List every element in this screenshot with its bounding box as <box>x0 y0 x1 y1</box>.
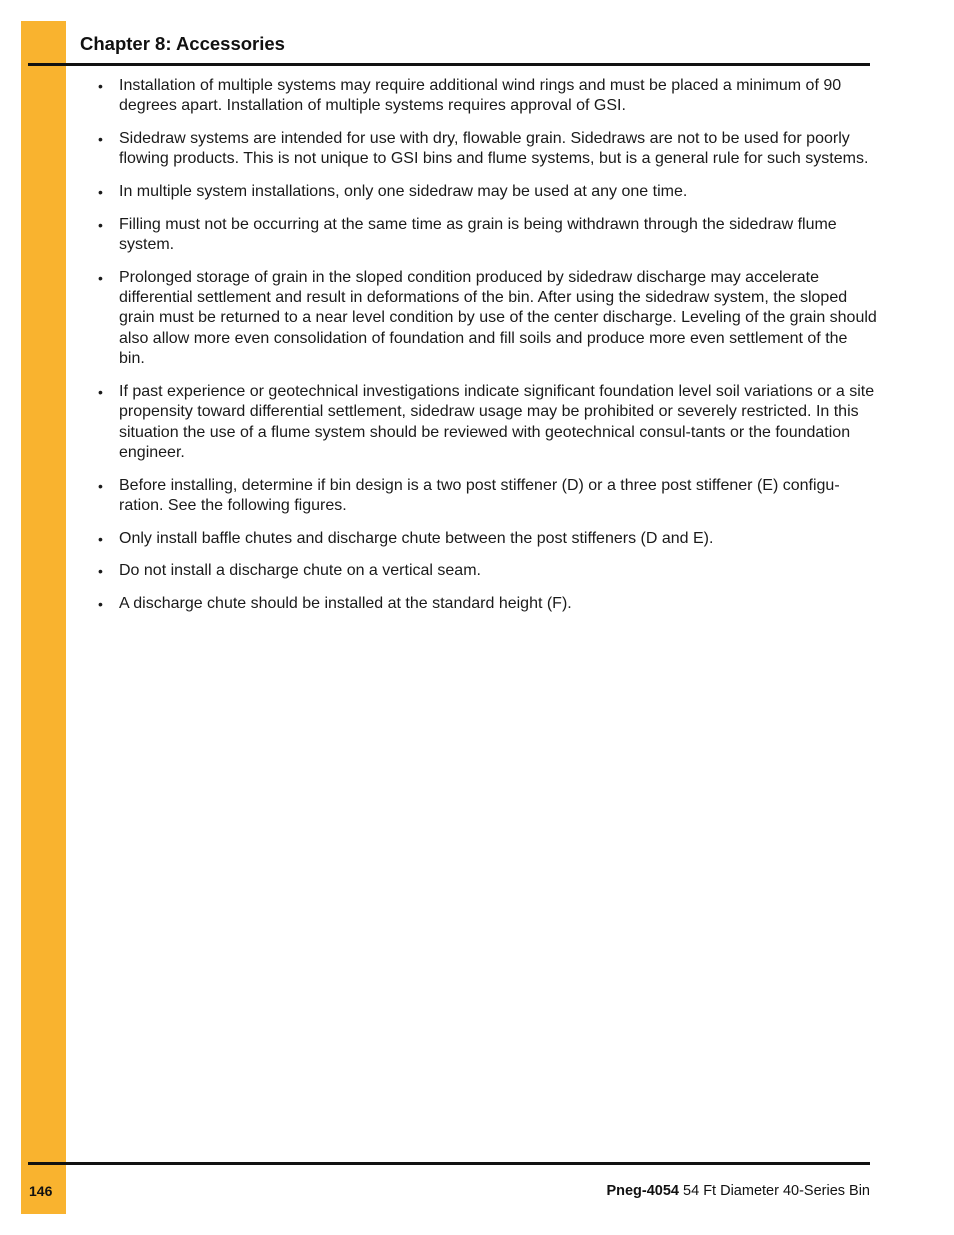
footer-divider <box>28 1162 870 1165</box>
list-item <box>97 215 877 256</box>
list-item <box>97 129 877 170</box>
list-item-text: A discharge chute should be installed at the standard height (F). <box>119 594 572 612</box>
footer-document-title <box>606 1183 870 1199</box>
bullet-icon: • <box>98 563 103 580</box>
bullet-icon: • <box>98 216 103 233</box>
bullet-icon: • <box>98 184 103 200</box>
list-item-text: Prolonged storage of grain in the sloped condition produced by sidedraw discharge may accelerate differential settlement and result in deformations of the bin. After using the sidedraw system, the sloped grain must be returned to a near level condition by use of the center discharge. Leveling of the grain should also allow more even consolidation of foundation and fill soils and produce more even settlement of the bin. <box>119 268 877 368</box>
document-title: 54 Ft Diameter 40-Series Bin <box>683 1183 870 1199</box>
bullet-icon: • <box>98 530 103 547</box>
list-item-text: If past experience or geotechnical investigations indicate significant foundation level soil variations or a site propensity toward differential settlement, sidedraw usage may be prohibited or severely restricted. In this situation the use of a flume system should be reviewed with geotechnical consul-tants or the foundation engineer. <box>119 382 875 462</box>
bullet-icon: • <box>98 477 103 494</box>
chapter-color-bar <box>21 21 66 1214</box>
bullet-icon: • <box>98 595 103 612</box>
header-divider <box>28 63 870 66</box>
list-item <box>97 76 877 117</box>
list-item-text: Do not install a discharge chute on a vertical seam. <box>119 562 481 580</box>
list-item <box>97 476 877 517</box>
list-item-text: Before installing, determine if bin design is a two post stiffener (D) or a three post stiffener (E) configu-ration. See the following figures. <box>119 476 840 515</box>
list-item <box>97 561 877 581</box>
list-item-text: Filling must not be occurring at the same time as grain is being withdrawn through the sidedraw flume system. <box>119 215 837 253</box>
list-item-text: Only install baffle chutes and discharge chute between the post stiffeners (D and E). <box>119 529 714 547</box>
list-item-text: Installation of multiple systems may require additional wind rings and must be placed a minimum of 90 degrees apart. Installation of multiple systems requires approval of GSI. <box>119 77 842 115</box>
bullet-icon: • <box>98 269 103 286</box>
chapter-title: Chapter 8: Accessories <box>80 33 285 54</box>
bullet-icon: • <box>98 131 103 147</box>
list-item <box>97 594 877 614</box>
page-number: 146 <box>29 1183 53 1199</box>
list-item-text: In multiple system installations, only one sidedraw may be used at any one time. <box>119 183 688 200</box>
bullet-list <box>97 76 877 626</box>
document-code: Pneg-4054 <box>606 1183 679 1199</box>
list-item <box>97 529 877 549</box>
list-item <box>97 382 877 464</box>
list-item-text: Sidedraw systems are intended for use with dry, flowable grain. Sidedraws are not to be used for poorly flowing products. This is not unique to GSI bins and flume systems, but is a general rule for such systems. <box>119 130 869 168</box>
list-item <box>97 182 877 202</box>
list-item <box>97 268 877 370</box>
bullet-icon: • <box>98 383 103 400</box>
bullet-icon: • <box>98 78 103 94</box>
